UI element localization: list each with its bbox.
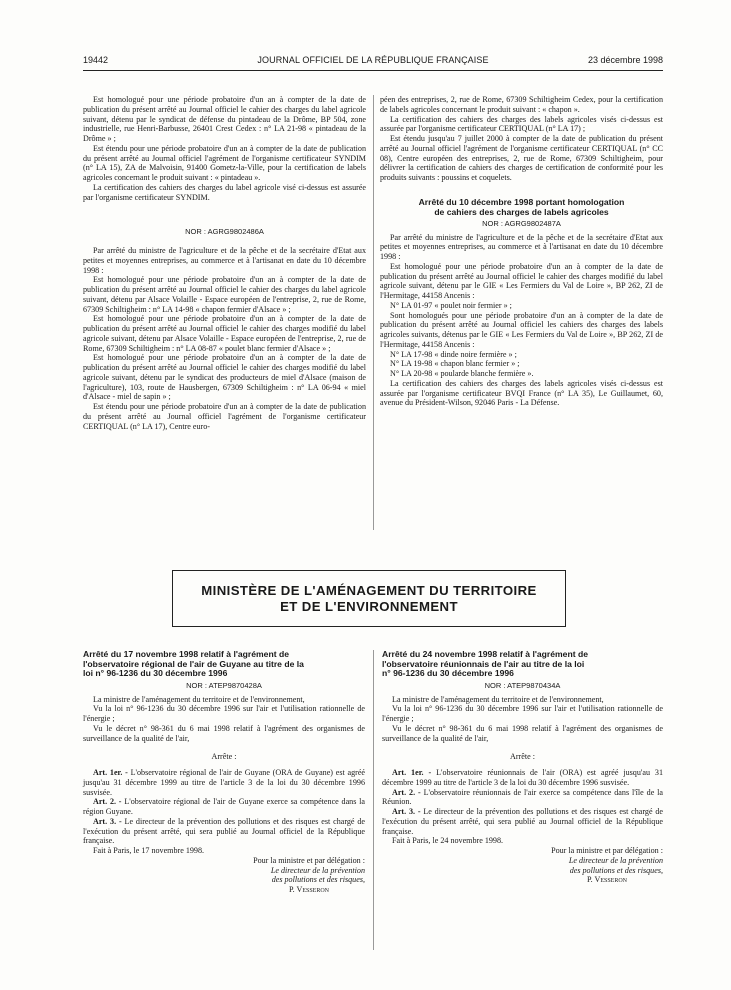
signed-at: Fait à Paris, le 24 novembre 1998. [392,836,504,846]
paragraph: La certification des cahiers des charges des labels agricoles visés ci-dessus est assurée par l'organisme certificateur BVQI France (n° LA 35), Le Guillaumet, 60, avenue du Président-Wilson, 92046 Paris - La Défense. [380,378,663,408]
article-text: L'observatoire régional de l'air de Guyane (ORA de Guyane) est agréé jusqu'au 31 décembre 1999 au titre de l'article 3 de la loi du 30 décembre 1996 susvisée. [83,768,365,797]
paragraph: Est homologué pour une période probatoire d'un an à compter de la date de publication du présent arrêté au Journal officiel le cahier des charges modifié du label agricole suivant, détenu par le syndicat des producteurs de miel d'Alsace (maison de l'agriculture), 103, route de Hausbergen, 67309 Schiltigheim : n° LA 06-94 « miel d'Alsace - miel de sapin » ; [83,353,366,402]
signature-line: des pollutions et des risques, [569,865,663,875]
article-label: Art. 1er. - [392,768,432,778]
article-label: Art. 3. - [93,816,122,826]
decree-title-line: l'observatoire régional de l'air de Guyane au titre de la [83,658,304,669]
paragraph: péen des entreprises, 2, rue de Rome, 67309 Schiltigheim Cedex, pour la certification de labels agricoles concernant le produit suivant : « chapon ». [380,95,663,114]
column-divider [373,95,374,530]
ministry-heading-line: MINISTÈRE DE L'AMÉNAGEMENT DU TERRITOIRE [201,583,537,598]
right-column [380,95,663,408]
column-divider [373,650,374,950]
decree-title-line: l'observatoire réunionnais de l'air au titre de la loi [382,658,585,669]
article-text: L'observatoire réunionnais de l'air (ORA) est agréé jusqu'au 31 décembre 1999 au titre de l'article 3 de la loi du 30 décembre 1996 susvisée. [382,768,663,787]
signatory-name: P. Vesseron [586,875,627,885]
issue-date: 23 décembre 1998 [587,55,663,65]
decree-title [83,650,365,679]
nor-reference: NOR : AGRG9802486A [185,227,264,237]
article-text: L'observatoire réunionnais de l'air exerce sa compétence dans l'île de la Réunion. [382,787,664,807]
paragraph: La ministre de l'aménagement du territoire et de l'environnement, [392,694,604,704]
list-item: N° LA 01-97 « poulet noir fermier » ; [390,300,512,310]
decree-title-line: de cahiers des charges de labels agricoles [434,206,609,217]
journal-title: JOURNAL OFFICIEL DE LA RÉPUBLIQUE FRANÇAISE [257,55,489,65]
decree-guyane [83,650,365,895]
left-column [83,95,366,431]
signature-line: Le directeur de la prévention [270,865,365,875]
signature-line: Le directeur de la prévention [568,855,663,865]
paragraph: Est étendu jusqu'au 7 juillet 2000 à compter de la date de publication du présent arrêté au Journal officiel l'agrément de l'organisme certificateur CERTIQUAL (n° CC 08), Centre européen des entreprises, 2, rue de Rome, 67309 Schiltigheim, pour délivrer la certification de cahiers des charges de certification de conformité pour les produits suivants : poussins et coquelets. [380,134,663,182]
article-label: Art. 2. - [392,787,421,797]
nor-reference: NOR : AGRG9802487A [482,218,561,228]
decree-reunion [382,650,663,885]
article-2 [382,788,663,808]
signatory-name: P. Vesseron [288,885,329,895]
paragraph: Est homologué pour une période probatoire d'un an à compter de la date de publication du présent arrêté au Journal officiel le cahier des charges du label agricole suivant, détenu par le syndicat de défense du pintadeau de la Drôme, BP 504, zone industrielle, rue Henri-Barbusse, 26401 Crest Cedex : n° LA 21-98 « pintadeau de la Drôme » ; [83,95,366,143]
paragraph: La ministre de l'aménagement du territoire et de l'environnement, [93,694,305,704]
paragraph: Est homologué pour une période probatoire d'un an à compter de la date de publication du présent arrêté au Journal officiel le cahier des charges modifié du label agricole suivant, détenu par Alsace Volaille - Espace européen de l'entreprise, 2, rue de Rome, 67309 Schiltigheim : n° LA 08-87 « poulet blanc fermier d'Alsace » ; [83,314,366,353]
article-2 [83,797,365,817]
signature-line: des pollutions et des risques, [271,875,365,885]
arrete-label: Arrête : [211,752,237,762]
decree-title-line: n° 96-1236 du 30 décembre 1996 [382,668,514,679]
list-item: N° LA 19-98 « chapon blanc fermier » ; [390,359,520,369]
paragraph: Par arrêté du ministre de l'agriculture et de la pêche et de la secrétaire d'Etat aux petites et moyennes entreprises, au commerce et à l'artisanat en date du 10 décembre 1998 : [380,232,663,261]
paragraph: Est étendu pour une période probatoire d'un an à compter de la date de publication du présent arrêté au Journal officiel l'agrément de l'organisme certificateur CERTIQUAL (n° LA 17), Centre euro- [83,402,366,431]
list-item: N° LA 17-98 « dinde noire fermière » ; [390,349,517,359]
header-rule [83,70,663,71]
paragraph: Sont homologués pour une période probatoire d'un an à compter de la date de publication du présent arrêté au Journal officiel les cahiers des charges des labels agricoles suivants, détenus par le GIE « Les Fermiers du Val de Loire », BP 262, ZI de l'Hermitage, 44158 Ancenis : [380,310,663,349]
article-text: Le directeur de la prévention des pollutions et des risques est chargé de l'exécution du présent arrêté, qui sera publié au Journal officiel de la République française. [382,807,663,836]
article-1 [83,768,365,797]
nor-reference: NOR : ATEP9870434A [484,680,561,690]
page-number: 19442 [83,55,109,65]
decree-title-line: loi n° 96-1236 du 30 décembre 1996 [83,668,228,679]
list-item: N° LA 20-98 « poularde blanche fermière ». [390,369,534,378]
signature-block [382,846,663,885]
running-header [83,55,663,69]
nor-reference: NOR : ATEP9870428A [186,680,262,690]
paragraph: Par arrêté du ministre de l'agriculture et de la pêche et de la secrétaire d'Etat aux petites et moyennes entreprises, au commerce et à l'artisanat en date du 10 décembre 1998 : [83,246,366,275]
decree-title [382,650,663,679]
paragraph: Vu la loi n° 96-1236 du 30 décembre 1996 sur l'air et l'utilisation rationnelle de l'énergie ; [83,704,365,724]
paragraph: Vu le décret n° 98-361 du 6 mai 1998 relatif à l'agrément des organismes de surveillance de la qualité de l'air, [382,723,663,743]
decree-title [380,197,663,217]
paragraph: La certification des cahiers des charges du label agricole visé ci-dessus est assurée par l'organisme certificateur SYNDIM. [83,182,366,202]
paragraph: La certification des cahiers des charges des labels agricoles visés ci-dessus est assurée par l'organisme certificateur CERTIQUAL (n° LA 17) ; [380,114,663,134]
signature-line: Pour la ministre et par délégation : [551,846,663,856]
article-label: Art. 3. - [392,807,421,817]
article-label: Art. 1er. - [93,768,128,778]
article-label: Art. 2. - [93,797,122,807]
decree-title-line: Arrêté du 17 novembre 1998 relatif à l'agrément de [83,649,289,659]
article-text: Le directeur de la prévention des pollutions et des risques est chargé de l'exécution du présent arrêté, qui sera publié au Journal officiel de la République française. [83,816,366,846]
article-text: L'observatoire régional de l'air de Guyane exerce sa compétence dans la région Guyane. [83,797,366,817]
decree-title-line: Arrêté du 24 novembre 1998 relatif à l'agrément de [382,649,588,659]
paragraph: Est homologué pour une période probatoire d'un an à compter de la date de publication du présent arrêté au Journal officiel le cahier des charges du label agricole suivant, détenu par Alsace Volaille - Espace européen de l'entreprise, 2, rue de Rome, 67309 Schiltigheim : n° LA 14-98 « chapon fermier d'Alsace » ; [83,275,366,314]
paragraph: Est étendu pour une période probatoire d'un an à compter de la date de publication du présent arrêté au Journal officiel l'agrément de l'organisme certificateur SYNDIM (n° LA 15), ZA de Malvoisin, 91400 Gometz-la-Ville, pour la certification de labels agricoles concernant le produit suivant : « pintadeau ». [83,143,366,182]
arrete-label: Arrête : [510,752,535,762]
decree-title-line: Arrêté du 10 décembre 1998 portant homologation [418,196,625,207]
paragraph: Vu la loi n° 96-1236 du 30 décembre 1996 sur l'air et l'utilisation rationnelle de l'énergie ; [382,704,663,724]
article-3 [83,817,365,846]
signed-at: Fait à Paris, le 17 novembre 1998. [93,846,205,856]
paragraph: Vu le décret n° 98-361 du 6 mai 1998 relatif à l'agrément des organismes de surveillance de la qualité de l'air, [83,723,365,743]
signature-block [83,856,365,895]
ministry-heading-line: ET DE L'ENVIRONNEMENT [280,598,458,614]
ministry-heading [172,570,566,627]
paragraph: Est homologué pour une période probatoire d'un an à compter de la date de publication du présent arrêté au Journal officiel le cahier des charges modifié du label agricole suivant, détenu par le GIE « Les Fermiers du Val de Loire », BP 262, ZI de l'Hermitage, 44158 Ancenis : [380,261,663,300]
article-1 [382,768,663,788]
article-3 [382,807,663,836]
signature-line: Pour la ministre et par délégation : [253,855,365,865]
